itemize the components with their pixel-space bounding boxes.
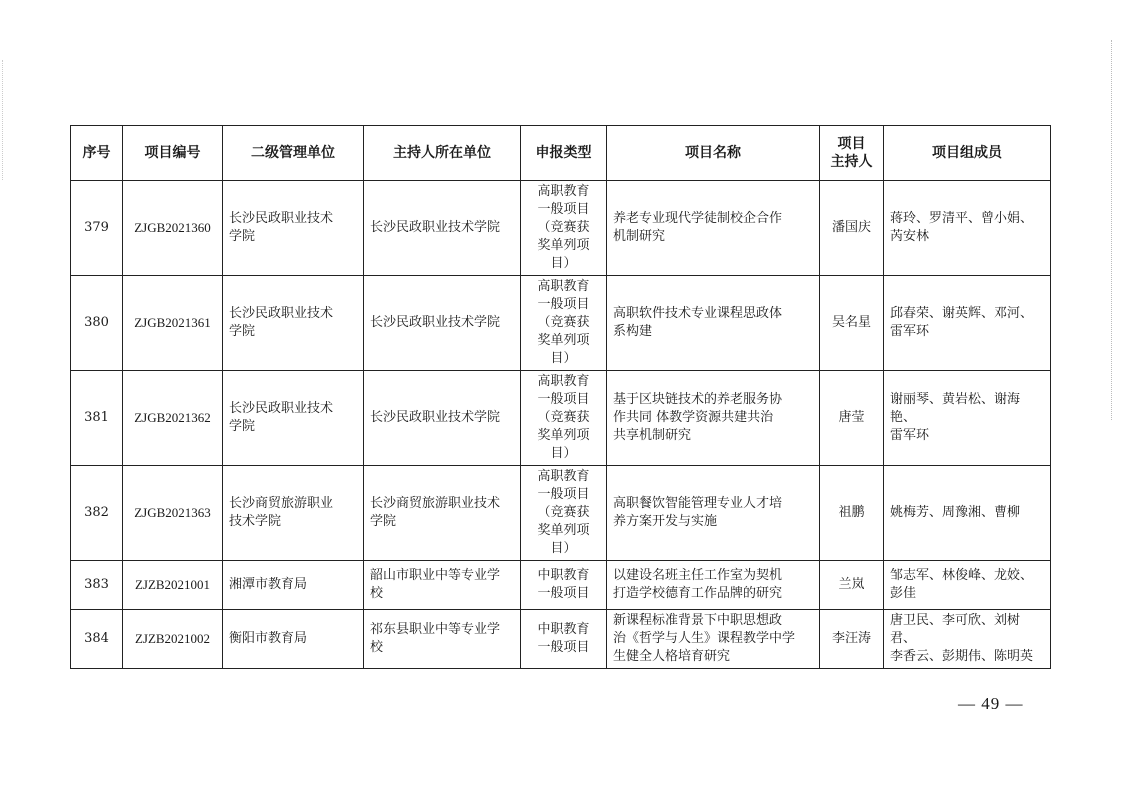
header-project-name: 项目名称 [607,126,820,181]
cell-project-code: ZJGB2021361 [123,276,223,371]
cell-members: 唐卫民、李可欣、刘树君、 李香云、彭期伟、陈明英 [884,610,1051,669]
cell-host-unit: 祁东县职业中等专业学 校 [364,610,521,669]
cell-application-type: 高职教育 一般项目 （竞赛获 奖单列项 目） [521,181,607,276]
table-row [71,181,1051,276]
cell-members: 谢丽琴、黄岩松、谢海艳、 雷军环 [884,371,1051,466]
table-row [71,371,1051,466]
scan-margin-marks-left [2,60,6,180]
table-row [71,610,1051,669]
cell-host-unit: 韶山市职业中等专业学 校 [364,561,521,610]
cell-members: 邹志军、林俊峰、龙姣、 彭佳 [884,561,1051,610]
table-row [71,276,1051,371]
cell-project-code: ZJZB2021002 [123,610,223,669]
cell-project-host: 李汪涛 [820,610,884,669]
cell-project-host: 吴名星 [820,276,884,371]
cell-seq: 384 [71,610,123,669]
cell-project-host: 祖鹏 [820,466,884,561]
page-number: — 49 — [958,694,1024,713]
cell-host-unit: 长沙民政职业技术学院 [364,181,521,276]
cell-application-type: 高职教育 一般项目 （竞赛获 奖单列项 目） [521,466,607,561]
cell-members: 姚梅芳、周豫湘、曹柳 [884,466,1051,561]
cell-members: 蒋玲、罗清平、曾小娟、 芮安林 [884,181,1051,276]
cell-project-host: 唐莹 [820,371,884,466]
cell-project-name: 高职餐饮智能管理专业人才培 养方案开发与实施 [607,466,820,561]
cell-management-unit: 长沙商贸旅游职业 技术学院 [223,466,364,561]
cell-seq: 383 [71,561,123,610]
cell-management-unit: 长沙民政职业技术 学院 [223,371,364,466]
cell-project-code: ZJZB2021001 [123,561,223,610]
header-host-unit: 主持人所在单位 [364,126,521,181]
cell-application-type: 高职教育 一般项目 （竞赛获 奖单列项 目） [521,371,607,466]
cell-application-type: 高职教育 一般项目 （竞赛获 奖单列项 目） [521,276,607,371]
cell-seq: 379 [71,181,123,276]
header-seq: 序号 [71,126,123,181]
header-management-unit: 二级管理单位 [223,126,364,181]
cell-project-name: 以建设名班主任工作室为契机 打造学校德育工作品牌的研究 [607,561,820,610]
table-header-row [71,126,1051,181]
cell-management-unit: 长沙民政职业技术 学院 [223,181,364,276]
project-list-table [70,125,1051,669]
cell-seq: 381 [71,371,123,466]
header-project-host: 项目 主持人 [820,126,884,181]
table-row [71,466,1051,561]
cell-management-unit: 衡阳市教育局 [223,610,364,669]
cell-host-unit: 长沙商贸旅游职业技术 学院 [364,466,521,561]
table-row [71,561,1051,610]
cell-project-code: ZJGB2021360 [123,181,223,276]
cell-project-name: 基于区块链技术的养老服务协 作共同 体教学资源共建共治 共享机制研究 [607,371,820,466]
cell-management-unit: 湘潭市教育局 [223,561,364,610]
cell-members: 邱春荣、谢英辉、邓河、 雷军环 [884,276,1051,371]
cell-project-code: ZJGB2021362 [123,371,223,466]
cell-project-name: 养老专业现代学徒制校企合作 机制研究 [607,181,820,276]
cell-project-host: 潘国庆 [820,181,884,276]
cell-project-host: 兰岚 [820,561,884,610]
header-project-code: 项目编号 [123,126,223,181]
cell-management-unit: 长沙民政职业技术 学院 [223,276,364,371]
cell-project-name: 高职软件技术专业课程思政体 系构建 [607,276,820,371]
cell-application-type: 中职教育 一般项目 [521,610,607,669]
cell-host-unit: 长沙民政职业技术学院 [364,276,521,371]
header-application-type: 申报类型 [521,126,607,181]
scan-margin-marks-right [1111,40,1116,420]
cell-application-type: 中职教育 一般项目 [521,561,607,610]
cell-project-code: ZJGB2021363 [123,466,223,561]
cell-project-name: 新课程标准背景下中职思想政 治《哲学与人生》课程教学中学 生健全人格培育研究 [607,610,820,669]
cell-seq: 380 [71,276,123,371]
header-members: 项目组成员 [884,126,1051,181]
cell-seq: 382 [71,466,123,561]
cell-host-unit: 长沙民政职业技术学院 [364,371,521,466]
